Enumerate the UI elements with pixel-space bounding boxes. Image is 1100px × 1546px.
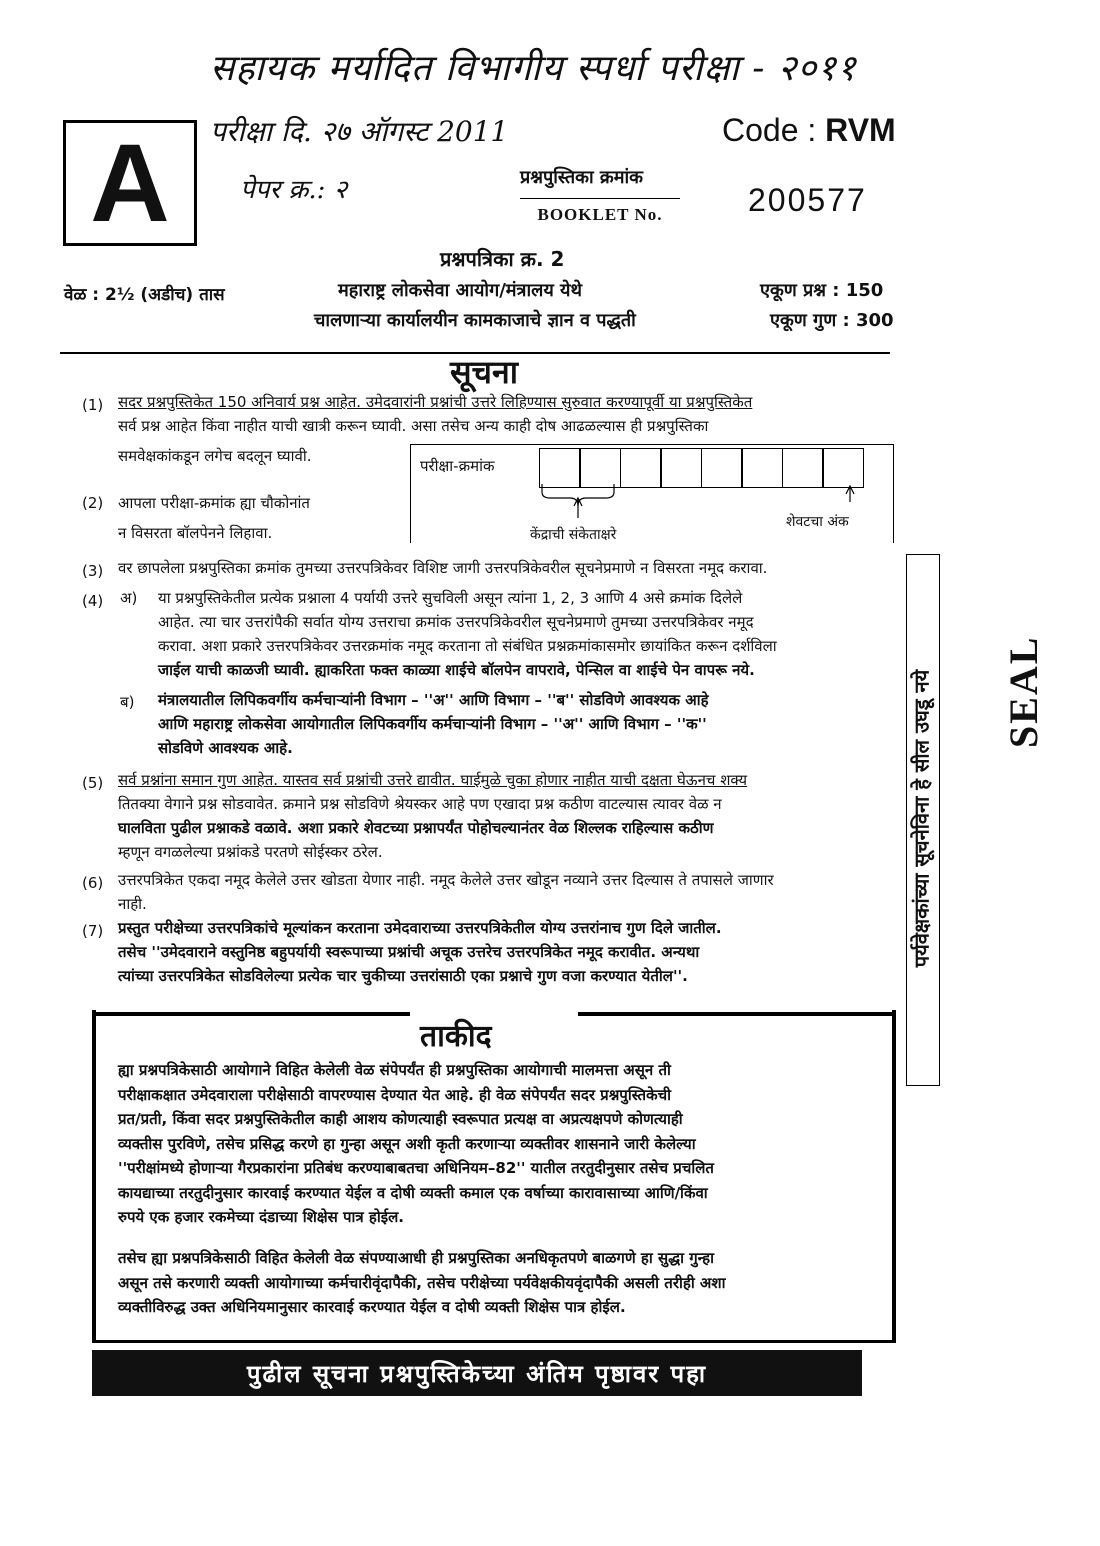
- roll-cell[interactable]: [701, 448, 743, 488]
- instruction-5-line-1: सर्व प्रश्नांना समान गुण आहेत. यास्तव सर्व प्रश्नांची उत्तरे द्यावीत. घाईमुळे चुका होणार नाहीत याची दक्षता घेऊनच शक्य: [118, 771, 748, 789]
- instruction-5-line-3: घालविता पुढील प्रश्नाकडे वळावे. अशा प्रकारे शेवटच्या प्रश्नापर्यंत पोहोचल्यानंतर वेळ शिल्लक राहिल्यास कठीण: [118, 819, 714, 837]
- roll-cell[interactable]: [822, 448, 864, 488]
- warning-p1-line-6: कायद्याच्या तरतुदीनुसार कारवाई करण्यात येईल व दोषी व्यक्ती कमाल एक वर्षाच्या कारावासाच्या आणि/किंवा: [118, 1183, 708, 1202]
- total-questions: एकूण प्रश्न : 150: [760, 280, 884, 301]
- instruction-2-line-2: न विसरता बॉलपेनने लिहावा.: [118, 524, 273, 542]
- instruction-3-number: (3): [82, 562, 104, 580]
- instruction-4b: [158, 688, 898, 760]
- instruction-7-number: (7): [82, 922, 104, 940]
- series-letter-box: A: [63, 120, 197, 246]
- code-value: RVM: [825, 112, 896, 148]
- instruction-1-line-2: सर्व प्रश्न आहेत किंवा नाहीत याची खात्री करून घ्यावी. असा तसेच अन्य काही दोष आढळल्यास ही प्रश्नपुस्तिका: [118, 417, 709, 435]
- roll-cell[interactable]: [579, 448, 621, 488]
- instruction-4a: [158, 586, 898, 682]
- warning-p2-line-1: तसेच ह्या प्रश्नपत्रिकेसाठी विहित केलेली वेळ संपण्याआधी ही प्रश्नपुस्तिका अनधिकृतपणे बाळगणे हा सुद्धा गुन्हा: [118, 1249, 714, 1267]
- warning-box-top-left: [92, 1012, 410, 1016]
- roll-cell[interactable]: [782, 448, 824, 488]
- instruction-4b-mark: ब): [120, 693, 135, 711]
- instruction-5-number: (5): [82, 774, 104, 792]
- roll-cell[interactable]: [741, 448, 783, 488]
- exam-duration: वेळ : 2½ (अडीच) तास: [64, 285, 225, 305]
- instruction-4a-line-3: करावा. अशा प्रकारे उत्तरपत्रिकेवर उत्तरक्रमांक नमूद करताना तो संबंधित प्रश्नक्रमांकासमोर छायांकित करून दर्शविला: [158, 637, 777, 655]
- warning-paragraph-1: [118, 1058, 866, 1230]
- warning-p1-line-1: ह्या प्रश्नपत्रिकेसाठी आयोगाने विहित केलेली वेळ संपेपर्यंत ही प्रश्नपुस्तिका आयोगाची मालमत्ता असून ती: [118, 1061, 671, 1079]
- instruction-4a-line-1: या प्रश्नपुस्तिकेतील प्रत्येक प्रश्नाला 4 पर्यायी उत्तरे सुचविली असून त्यांना 1, 2, 3 आणि 4 असे क्रमांक दिलेले: [158, 589, 743, 607]
- booklet-label-mr: प्रश्नपुस्तिका क्रमांक: [520, 167, 643, 188]
- instruction-4a-line-2: आहेत. त्या चार उत्तरांपैकी सर्वात योग्य उत्तराचा क्रमांक उत्तरपत्रिकेवरील सूचनेप्रमाणे तुमच्या उत्तरपत्रिकेवर नमूद: [158, 613, 754, 631]
- roll-number-cells[interactable]: [540, 448, 864, 488]
- instruction-4a-mark: अ): [120, 589, 138, 607]
- warning-p2-line-2: असून तसे करणारी व्यक्ती आयोगाच्या कर्मचारीवृंदापैकी, तसेच परीक्षेच्या पर्यवेक्षकीयवृंदापैकी असली तरीही अशा: [118, 1273, 726, 1292]
- seal-label: SEAL: [1001, 635, 1046, 748]
- instruction-7-line-3: त्यांच्या उत्तरपत्रिकेत सोडविलेल्या प्रत्येक चार चुकीच्या उत्तरांसाठी एका प्रश्नाचे गुण वजा करण्यात येतील''.: [118, 967, 688, 985]
- instruction-1-line-1: सदर प्रश्नपुस्तिकेत 150 अनिवार्य प्रश्न आहेत. उमेदवारांनी प्रश्नांची उत्तरे लिहिण्यास सुरुवात करण्यापूर्वी या प्रश्नपुस्तिकेत: [118, 393, 753, 411]
- instruction-4a-line-4: जाईल याची काळजी घ्यावी. ह्याकरिता फक्त काळ्या शाईचे बॉलपेन वापरावे, पेन्सिल वा शाईचे पेन वापरू नये.: [158, 661, 755, 679]
- roll-cell[interactable]: [660, 448, 702, 488]
- paper-code: [722, 112, 896, 149]
- instruction-2-number: (2): [82, 494, 104, 512]
- warning-paragraph-2: [118, 1246, 866, 1320]
- instruction-5-line-2: तितक्या वेगाने प्रश्न सोडवावेत. क्रमाने प्रश्न सोडविणे श्रेयस्कर आहे पण एखादा प्रश्न कठीण वाटल्यास त्यावर वेळ न: [118, 795, 722, 813]
- instruction-1-number: (1): [82, 396, 104, 414]
- instruction-1-line-3: समवेक्षकांकडून लगेच बदलून घ्यावी.: [118, 447, 312, 465]
- roll-number-label: परीक्षा-क्रमांक: [420, 457, 495, 475]
- instruction-7-line-1: प्रस्तुत परीक्षेच्या उत्तरपत्रिकांचे मूल्यांकन करताना उमेदवाराच्या उत्तरपत्रिकेतील योग्य उत्तरांनाच गुण दिले जातील.: [118, 919, 722, 937]
- question-paper-number: प्रश्नपत्रिका क्र. 2: [440, 247, 565, 271]
- exam-date: परीक्षा दि. २७ ऑगस्ट 2011: [210, 115, 509, 148]
- center-code-label: केंद्राची संकेताक्षरे: [530, 527, 617, 543]
- instruction-3: वर छापलेला प्रश्नपुस्तिका क्रमांक तुमच्या उत्तरपत्रिकेवर विशिष्ट जागी उत्तरपत्रिकेवरील सूचनेप्रमाणे न विसरता नमूद करावा.: [118, 559, 768, 577]
- exam-title: सहायक मर्यादित विभागीय स्पर्धा परीक्षा - २०११: [210, 48, 857, 89]
- instruction-6: [118, 868, 898, 916]
- instruction-7-line-2: तसेच ''उमेदवाराने वस्तुनिष्ठ बहुपर्यायी स्वरूपाच्या प्रश्नांची अचूक उत्तरेच उत्तरपत्रिकेत नमूद करावीत. अन्यथा: [118, 943, 700, 961]
- instruction-6-number: (6): [82, 874, 104, 892]
- warning-p2-line-3: व्यक्तीविरुद्ध उक्त अधिनियमानुसार कारवाई करण्यात येईल व दोषी व्यक्ती शिक्षेस पात्र होईल.: [118, 1298, 626, 1316]
- instruction-4b-line-2: आणि महाराष्ट्र लोकसेवा आयोगातील लिपिकवर्गीय कर्मचाऱ्यांनी विभाग – ''अ'' आणि विभाग – ''क'': [158, 715, 707, 733]
- instruction-5: [118, 768, 898, 864]
- instruction-4b-line-1: मंत्रालयातील लिपिकवर्गीय कर्मचाऱ्यांनी विभाग – ''अ'' आणि विभाग – ''ब'' सोडविणे आवश्यक आहे: [158, 691, 709, 709]
- instruction-6-line-1: उत्तरपत्रिकेत एकदा नमूद केलेले उत्तर खोडता येणार नाही. नमूद केलेले उत्तर खोडून नव्याने उत्तर दिल्यास ते तपासले जाणार: [118, 871, 774, 889]
- warning-p1-line-5: ''परीक्षांमध्ये होणाऱ्या गैरप्रकारांना प्रतिबंध करण्याबाबतचा अधिनियम–82'' यातील तरतुदीनुसार तसेच प्रचलित: [118, 1159, 714, 1177]
- footer-banner: पुढील सूचना प्रश्नपुस्तिकेच्या अंतिम पृष्ठावर पहा: [92, 1350, 862, 1396]
- instructions-heading: सूचना: [450, 353, 519, 391]
- warning-p1-line-3: प्रत/प्रती, किंवा सदर प्रश्नपुस्तिकेतील काही आशय कोणत्याही स्वरूपात प्रत्यक्ष वा अप्रत्यक्षपणे कोणत्याही: [118, 1110, 683, 1128]
- instruction-5-line-4: म्हणून वगळलेल्या प्रश्नांकडे परतणे सोईस्कर ठरेल.: [118, 843, 383, 861]
- booklet-label-en: BOOKLET No.: [520, 198, 680, 225]
- total-marks: एकूण गुण : 300: [770, 310, 894, 331]
- paper-number: पेपर क्र.: २: [240, 175, 348, 205]
- seal-warning-strip: [906, 554, 940, 1086]
- instruction-4b-line-3: सोडविणे आवश्यक आहे.: [158, 739, 293, 757]
- last-digit-label: शेवटचा अंक: [786, 514, 849, 530]
- instruction-2: [118, 488, 408, 548]
- instruction-6-line-2: नाही.: [118, 895, 147, 913]
- roll-cell[interactable]: [539, 448, 581, 488]
- warning-heading: ताकीद: [420, 1019, 492, 1054]
- warning-p1-line-4: व्यक्तीस पुरविणे, तसेच प्रसिद्ध करणे हा गुन्हा असून अशी कृती करणाऱ्या व्यक्तीवर शासनाने जारी केलेल्या: [118, 1134, 696, 1153]
- warning-p1-line-2: परीक्षाकक्षात उमेदवाराला परीक्षेसाठी वापरण्यास देण्यात येत आहे. ही वेळ संपेपर्यंत सदर प्रश्नपुस्तिकेची: [118, 1085, 672, 1104]
- roll-cell[interactable]: [620, 448, 662, 488]
- seal-warning-text: पर्यवेक्षकांच्या सूचनेविना हे सील उघडू नये: [909, 669, 934, 968]
- booklet-number: 200577: [748, 182, 867, 218]
- warning-p1-line-7: रुपये एक हजार रकमेच्या दंडाच्या शिक्षेस पात्र होईल.: [118, 1208, 404, 1226]
- instruction-4-number: (4): [82, 592, 104, 610]
- subject-line-1: महाराष्ट्र लोकसेवा आयोग/मंत्रालय येथे: [338, 280, 583, 301]
- warning-box-top-right: [578, 1012, 892, 1016]
- instruction-2-line-1: आपला परीक्षा-क्रमांक ह्या चौकोनांत: [118, 494, 310, 512]
- instruction-7: [118, 916, 898, 988]
- code-label: Code :: [722, 112, 826, 148]
- subject-line-2: चालणाऱ्या कार्यालयीन कामकाजाचे ज्ञान व पद्धती: [314, 310, 636, 331]
